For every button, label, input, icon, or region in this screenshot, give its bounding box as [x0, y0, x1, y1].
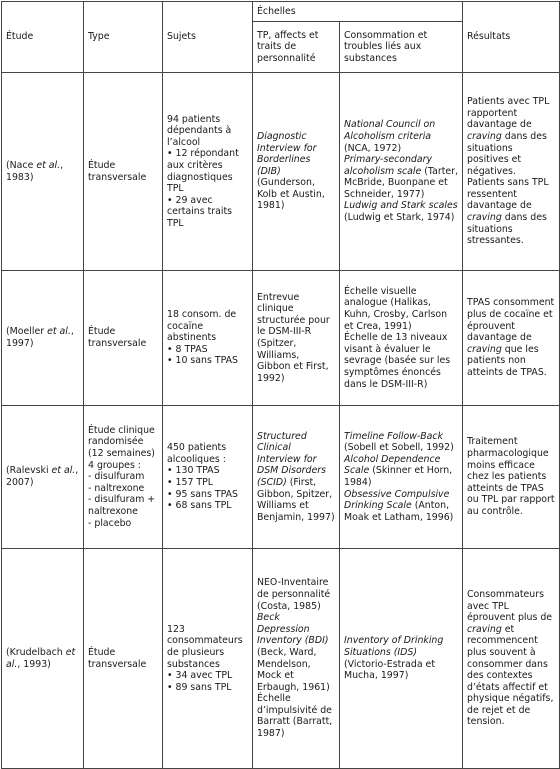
cell-type — [84, 406, 163, 549]
cell-line — [167, 624, 248, 670]
cell-line — [167, 500, 248, 512]
cell-line — [167, 148, 248, 194]
cell-line — [344, 454, 458, 489]
cell-line — [167, 477, 248, 489]
cell-line — [344, 635, 458, 681]
cell-line — [167, 309, 248, 344]
text: Consommateurs avec TPL éprouvent plus de — [467, 588, 553, 624]
cell-etude — [2, 549, 84, 769]
text: (Gunderson, Kolb et Austin, 1981) — [257, 177, 325, 212]
italic-text: et al. — [47, 326, 71, 338]
cell-line — [88, 471, 158, 483]
text: , 1993) — [17, 658, 51, 670]
cell-line — [344, 431, 458, 454]
cell-line — [88, 647, 158, 670]
text: • 29 avec certains traits TPL — [167, 194, 233, 229]
text: Étude transversale — [88, 326, 147, 349]
cell-line — [167, 195, 248, 230]
cell-line — [257, 431, 335, 524]
cell-sujets — [163, 549, 253, 769]
text: (Beck, Ward, Mendelson, Mock et Erbaugh, 1961) — [257, 646, 330, 693]
cell-line — [88, 425, 158, 460]
text: • 89 sans TPL — [167, 681, 232, 693]
cell-line — [88, 483, 158, 495]
cell-type — [84, 271, 163, 406]
cell-line — [467, 177, 555, 247]
header-sujets: Sujets — [163, 2, 253, 73]
cell-line — [6, 465, 79, 488]
text: TPAS consomment plus de cocaïne et éprouvent davantage de — [467, 297, 555, 344]
text: • 95 sans TPAS — [167, 488, 238, 500]
cell-line — [167, 489, 248, 501]
cell-resultats — [463, 549, 560, 769]
italic-text: Structured Clinical Interview for DSM Disorders (SCID) — [257, 430, 326, 488]
text: Patients sans TPL ressentent davantage de — [467, 177, 549, 212]
text: Échelle d’impulsivité de Barratt (Barratt, 1987) — [257, 693, 333, 740]
italic-text: Obsessive Compulsive Drinking Scale — [344, 488, 450, 512]
cell-line — [344, 286, 458, 332]
text: 18 consom. de cocaïne abstinents — [167, 309, 237, 344]
text: et recommencent plus souvent à consommer dans des contextes d’états affectif et physique négatifs, de rejet et de tension. — [467, 623, 554, 728]
header-etude: Étude — [2, 2, 84, 73]
text: • 34 avec TPL — [167, 670, 233, 682]
cell-line — [344, 332, 458, 390]
italic-text: Beck Depression Inventory (BDI) — [257, 612, 329, 647]
cell-line — [88, 460, 158, 472]
text: , 2007) — [6, 465, 79, 488]
cell-line — [167, 344, 248, 356]
cell-tp-affects — [253, 549, 340, 769]
cell-line — [257, 693, 335, 739]
cell-line — [257, 577, 335, 612]
italic-text: Alcohol Dependence Scale — [344, 453, 441, 477]
italic-text: Inventory of Drinking Situations (IDS) — [344, 635, 444, 658]
cell-line — [167, 114, 248, 149]
text: (Tarter, McBride, Buonpane et Schneider, 1977) — [344, 165, 458, 200]
text: 4 groupes : — [88, 459, 141, 471]
header-resultats: Résultats — [463, 2, 560, 73]
text: • 10 sans TPAS — [167, 355, 238, 367]
cell-line — [167, 682, 248, 694]
text: (Krudelbach — [6, 646, 66, 658]
table-row — [2, 549, 560, 769]
cell-type — [84, 549, 163, 769]
italic-text: National Council on Alcoholism criteria — [344, 119, 436, 142]
italic-text: Primary-secondary alcoholism scale — [344, 154, 433, 177]
text: Échelle de 13 niveaux visant à évaluer le sevrage (basée sur les symptômes énoncés dans le DSM-III-R) — [344, 332, 451, 390]
cell-sujets — [163, 406, 253, 549]
cell-line — [167, 670, 248, 682]
cell-line — [6, 326, 79, 349]
text: dans des situations stressantes. — [467, 212, 547, 247]
table-row — [2, 73, 560, 271]
text: , 1983) — [6, 159, 64, 183]
text: que les patients non atteints de TPAS. — [467, 343, 547, 378]
text: (NCA, 1972) — [344, 142, 402, 154]
cell-line — [344, 154, 458, 200]
text: Échelle visuelle analogue (Halikas, Kuhn, Crosby, Carlson et Crea, 1991) — [344, 285, 448, 332]
text: (Sobell et Sobell, 1992) — [344, 442, 454, 454]
italic-text: craving — [467, 130, 502, 142]
text: Patients avec TPL rapportent davantage de — [467, 96, 550, 131]
text: • 12 répondant aux critères diagnostiques TPL — [167, 148, 239, 195]
cell-sujets — [163, 271, 253, 406]
cell-consommation — [340, 406, 463, 549]
cell-consommation — [340, 73, 463, 271]
text: , 1997) — [6, 326, 74, 349]
italic-text: et al. — [51, 465, 76, 477]
header-consommation: Consommation et troubles liés aux substances — [340, 22, 463, 73]
cell-etude — [2, 406, 84, 549]
header-type: Type — [84, 2, 163, 73]
text: Étude transversale — [88, 646, 147, 670]
italic-text: et al. — [6, 646, 76, 670]
text: - placebo — [88, 517, 132, 529]
cell-line — [344, 489, 458, 524]
text: • 130 TPAS — [167, 465, 220, 477]
cell-line — [167, 465, 248, 477]
text: 94 patients dépendants à l’alcool — [167, 113, 232, 148]
cell-line — [344, 200, 458, 223]
text: dans des situations positives et négatives. — [467, 130, 547, 177]
cell-line — [467, 96, 555, 177]
text: • 8 TPAS — [167, 343, 208, 355]
cell-etude — [2, 73, 84, 271]
text: - naltrexone — [88, 482, 145, 494]
text: (Ludwig et Stark, 1974) — [344, 212, 455, 224]
text: (First, Gibbon, Spitzer, Williams et Benjamin, 1997) — [257, 477, 335, 523]
italic-text: Diagnostic Interview for Borderlines (DIB) — [257, 130, 317, 177]
text: • 157 TPL — [167, 477, 213, 488]
table-row — [2, 406, 560, 549]
cell-line — [467, 436, 555, 517]
cell-line — [467, 589, 555, 728]
cell-line — [257, 292, 335, 385]
text: (Moeller — [6, 326, 48, 338]
cell-sujets — [163, 73, 253, 271]
text: Traitement pharmacologique moins efficace chez les patients atteints de TPAS ou TPL par rapport au contrôle. — [467, 436, 555, 517]
cell-line — [88, 160, 158, 183]
cell-line — [257, 612, 335, 693]
italic-text: craving — [467, 343, 502, 355]
cell-resultats — [463, 406, 560, 549]
text: Entrevue clinique structurée pour le DSM-III-R (Spitzer, Williams, Gibbon et First, 1992) — [257, 291, 330, 384]
italic-text: Ludwig and Stark scales — [344, 200, 458, 212]
studies-table — [1, 1, 560, 769]
cell-line — [167, 442, 248, 465]
cell-line — [257, 131, 335, 212]
cell-line — [88, 518, 158, 530]
text: - disulfuram — [88, 471, 145, 483]
cell-line — [6, 160, 79, 183]
text: 123 consommateurs de plusieurs substances — [167, 623, 243, 670]
cell-line — [344, 119, 458, 154]
italic-text: et al. — [36, 159, 61, 171]
cell-tp-affects — [253, 271, 340, 406]
text: - disulfuram + naltrexone — [88, 494, 156, 517]
cell-line — [6, 647, 79, 670]
cell-line — [467, 297, 555, 378]
text: 450 patients alcooliques : — [167, 442, 227, 465]
cell-type — [84, 73, 163, 271]
text: (Ralevski — [6, 465, 52, 477]
cell-line — [88, 326, 158, 349]
cell-line — [88, 494, 158, 517]
cell-tp-affects — [253, 73, 340, 271]
italic-text: craving — [467, 623, 502, 635]
italic-text: Timeline Follow-Back — [344, 430, 444, 442]
cell-consommation — [340, 549, 463, 769]
text: Étude clinique randomisée (12 semaines) — [88, 424, 155, 460]
text: Étude transversale — [88, 159, 147, 183]
cell-line — [167, 355, 248, 367]
text: • 68 sans TPL — [167, 500, 232, 512]
text: (Nace — [6, 159, 37, 171]
header-row-top — [2, 2, 560, 22]
italic-text: craving — [467, 212, 502, 224]
cell-tp-affects — [253, 406, 340, 549]
text: (Anton, Moak et Latham, 1996) — [344, 500, 454, 523]
header-echelles: Échelles — [253, 2, 463, 22]
table-row — [2, 271, 560, 406]
cell-etude — [2, 271, 84, 406]
header-tp-affects: TP, affects et traits de personnalité — [253, 22, 340, 73]
cell-resultats — [463, 73, 560, 271]
text: (Skinner et Horn, 1984) — [344, 465, 453, 488]
cell-resultats — [463, 271, 560, 406]
text: NEO-Inventaire de personnalité (Costa, 1985) — [257, 577, 331, 612]
text: (Victorio-Estrada et Mucha, 1997) — [344, 658, 435, 682]
cell-consommation — [340, 271, 463, 406]
